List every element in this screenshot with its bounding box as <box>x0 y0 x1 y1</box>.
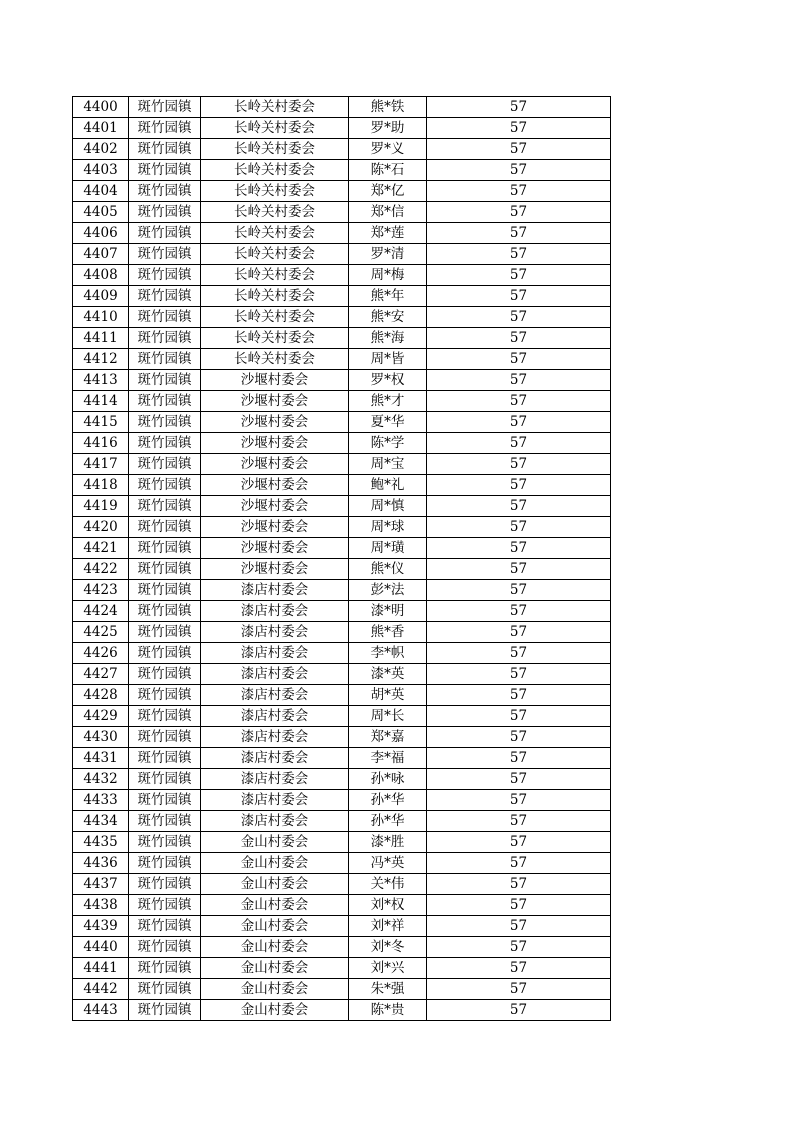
table-row <box>73 853 611 874</box>
person-name-cell: 刘*祥 <box>349 916 427 937</box>
person-name-cell: 周*球 <box>349 517 427 538</box>
table-row <box>73 811 611 832</box>
village-committee-cell: 长岭关村委会 <box>201 244 349 265</box>
town-cell: 斑竹园镇 <box>129 622 201 643</box>
person-name-cell: 漆*明 <box>349 601 427 622</box>
row-number-cell: 4435 <box>73 832 129 853</box>
table-row <box>73 223 611 244</box>
village-committee-cell: 沙堰村委会 <box>201 517 349 538</box>
person-name-cell: 胡*英 <box>349 685 427 706</box>
row-number-cell: 4438 <box>73 895 129 916</box>
table-row <box>73 895 611 916</box>
row-number-cell: 4419 <box>73 496 129 517</box>
person-name-cell: 漆*胜 <box>349 832 427 853</box>
village-committee-cell: 漆店村委会 <box>201 706 349 727</box>
person-name-cell: 孙*咏 <box>349 769 427 790</box>
amount-cell: 57 <box>427 559 611 580</box>
amount-cell: 57 <box>427 412 611 433</box>
town-cell: 斑竹园镇 <box>129 685 201 706</box>
village-committee-cell: 长岭关村委会 <box>201 160 349 181</box>
person-name-cell: 周*长 <box>349 706 427 727</box>
village-committee-cell: 沙堰村委会 <box>201 370 349 391</box>
village-committee-cell: 漆店村委会 <box>201 601 349 622</box>
person-name-cell: 熊*海 <box>349 328 427 349</box>
person-name-cell: 漆*英 <box>349 664 427 685</box>
row-number-cell: 4406 <box>73 223 129 244</box>
table-row <box>73 685 611 706</box>
amount-cell: 57 <box>427 958 611 979</box>
person-name-cell: 周*慎 <box>349 496 427 517</box>
person-name-cell: 周*宝 <box>349 454 427 475</box>
amount-cell: 57 <box>427 97 611 118</box>
table-row <box>73 559 611 580</box>
amount-cell: 57 <box>427 1000 611 1021</box>
amount-cell: 57 <box>427 937 611 958</box>
amount-cell: 57 <box>427 748 611 769</box>
village-committee-cell: 沙堰村委会 <box>201 391 349 412</box>
row-number-cell: 4433 <box>73 790 129 811</box>
row-number-cell: 4425 <box>73 622 129 643</box>
village-committee-cell: 长岭关村委会 <box>201 97 349 118</box>
row-number-cell: 4441 <box>73 958 129 979</box>
person-name-cell: 熊*铁 <box>349 97 427 118</box>
amount-cell: 57 <box>427 517 611 538</box>
amount-cell: 57 <box>427 286 611 307</box>
village-committee-cell: 金山村委会 <box>201 832 349 853</box>
village-committee-cell: 漆店村委会 <box>201 664 349 685</box>
village-committee-cell: 沙堰村委会 <box>201 475 349 496</box>
town-cell: 斑竹园镇 <box>129 979 201 1000</box>
village-committee-cell: 长岭关村委会 <box>201 286 349 307</box>
table-row <box>73 958 611 979</box>
roster-table-body <box>73 97 611 1021</box>
table-row <box>73 916 611 937</box>
town-cell: 斑竹园镇 <box>129 664 201 685</box>
amount-cell: 57 <box>427 727 611 748</box>
person-name-cell: 夏*华 <box>349 412 427 433</box>
town-cell: 斑竹园镇 <box>129 916 201 937</box>
person-name-cell: 周*皆 <box>349 349 427 370</box>
person-name-cell: 熊*香 <box>349 622 427 643</box>
row-number-cell: 4439 <box>73 916 129 937</box>
table-row <box>73 937 611 958</box>
amount-cell: 57 <box>427 475 611 496</box>
table-row <box>73 118 611 139</box>
village-committee-cell: 沙堰村委会 <box>201 454 349 475</box>
amount-cell: 57 <box>427 454 611 475</box>
town-cell: 斑竹园镇 <box>129 223 201 244</box>
town-cell: 斑竹园镇 <box>129 139 201 160</box>
village-committee-cell: 长岭关村委会 <box>201 181 349 202</box>
town-cell: 斑竹园镇 <box>129 265 201 286</box>
amount-cell: 57 <box>427 202 611 223</box>
town-cell: 斑竹园镇 <box>129 538 201 559</box>
town-cell: 斑竹园镇 <box>129 307 201 328</box>
amount-cell: 57 <box>427 895 611 916</box>
table-row <box>73 475 611 496</box>
amount-cell: 57 <box>427 832 611 853</box>
town-cell: 斑竹园镇 <box>129 433 201 454</box>
row-number-cell: 4415 <box>73 412 129 433</box>
town-cell: 斑竹园镇 <box>129 244 201 265</box>
amount-cell: 57 <box>427 139 611 160</box>
row-number-cell: 4440 <box>73 937 129 958</box>
village-committee-cell: 沙堰村委会 <box>201 496 349 517</box>
town-cell: 斑竹园镇 <box>129 370 201 391</box>
row-number-cell: 4431 <box>73 748 129 769</box>
town-cell: 斑竹园镇 <box>129 811 201 832</box>
row-number-cell: 4409 <box>73 286 129 307</box>
row-number-cell: 4434 <box>73 811 129 832</box>
table-row <box>73 454 611 475</box>
amount-cell: 57 <box>427 622 611 643</box>
table-row <box>73 517 611 538</box>
village-committee-cell: 金山村委会 <box>201 916 349 937</box>
person-name-cell: 孙*华 <box>349 790 427 811</box>
village-committee-cell: 金山村委会 <box>201 874 349 895</box>
town-cell: 斑竹园镇 <box>129 769 201 790</box>
amount-cell: 57 <box>427 979 611 1000</box>
person-name-cell: 熊*安 <box>349 307 427 328</box>
amount-cell: 57 <box>427 664 611 685</box>
town-cell: 斑竹园镇 <box>129 475 201 496</box>
amount-cell: 57 <box>427 223 611 244</box>
table-row <box>73 328 611 349</box>
town-cell: 斑竹园镇 <box>129 286 201 307</box>
amount-cell: 57 <box>427 811 611 832</box>
amount-cell: 57 <box>427 769 611 790</box>
town-cell: 斑竹园镇 <box>129 832 201 853</box>
town-cell: 斑竹园镇 <box>129 454 201 475</box>
amount-cell: 57 <box>427 265 611 286</box>
table-row <box>73 244 611 265</box>
amount-cell: 57 <box>427 685 611 706</box>
village-committee-cell: 长岭关村委会 <box>201 265 349 286</box>
person-name-cell: 孙*华 <box>349 811 427 832</box>
person-name-cell: 罗*义 <box>349 139 427 160</box>
village-committee-cell: 金山村委会 <box>201 1000 349 1021</box>
amount-cell: 57 <box>427 643 611 664</box>
amount-cell: 57 <box>427 853 611 874</box>
village-committee-cell: 漆店村委会 <box>201 811 349 832</box>
village-committee-cell: 长岭关村委会 <box>201 118 349 139</box>
table-row <box>73 580 611 601</box>
town-cell: 斑竹园镇 <box>129 790 201 811</box>
row-number-cell: 4428 <box>73 685 129 706</box>
person-name-cell: 关*伟 <box>349 874 427 895</box>
row-number-cell: 4429 <box>73 706 129 727</box>
village-committee-cell: 金山村委会 <box>201 958 349 979</box>
person-name-cell: 熊*才 <box>349 391 427 412</box>
table-row <box>73 307 611 328</box>
person-name-cell: 陈*学 <box>349 433 427 454</box>
town-cell: 斑竹园镇 <box>129 412 201 433</box>
table-row <box>73 160 611 181</box>
row-number-cell: 4420 <box>73 517 129 538</box>
person-name-cell: 罗*清 <box>349 244 427 265</box>
table-row <box>73 979 611 1000</box>
village-committee-cell: 沙堰村委会 <box>201 538 349 559</box>
table-row <box>73 370 611 391</box>
table-row <box>73 433 611 454</box>
table-row <box>73 664 611 685</box>
table-row <box>73 538 611 559</box>
table-row <box>73 496 611 517</box>
village-committee-cell: 沙堰村委会 <box>201 559 349 580</box>
table-row <box>73 748 611 769</box>
person-name-cell: 周*梅 <box>349 265 427 286</box>
table-row <box>73 601 611 622</box>
row-number-cell: 4430 <box>73 727 129 748</box>
table-row <box>73 391 611 412</box>
row-number-cell: 4426 <box>73 643 129 664</box>
village-committee-cell: 漆店村委会 <box>201 580 349 601</box>
row-number-cell: 4432 <box>73 769 129 790</box>
row-number-cell: 4437 <box>73 874 129 895</box>
town-cell: 斑竹园镇 <box>129 1000 201 1021</box>
row-number-cell: 4422 <box>73 559 129 580</box>
row-number-cell: 4411 <box>73 328 129 349</box>
person-name-cell: 罗*助 <box>349 118 427 139</box>
person-name-cell: 熊*年 <box>349 286 427 307</box>
village-committee-cell: 金山村委会 <box>201 853 349 874</box>
row-number-cell: 4402 <box>73 139 129 160</box>
village-committee-cell: 长岭关村委会 <box>201 349 349 370</box>
person-name-cell: 熊*仪 <box>349 559 427 580</box>
person-name-cell: 陈*石 <box>349 160 427 181</box>
town-cell: 斑竹园镇 <box>129 748 201 769</box>
person-name-cell: 郑*信 <box>349 202 427 223</box>
town-cell: 斑竹园镇 <box>129 601 201 622</box>
person-name-cell: 朱*强 <box>349 979 427 1000</box>
row-number-cell: 4403 <box>73 160 129 181</box>
person-name-cell: 鲍*礼 <box>349 475 427 496</box>
village-committee-cell: 漆店村委会 <box>201 790 349 811</box>
row-number-cell: 4416 <box>73 433 129 454</box>
row-number-cell: 4400 <box>73 97 129 118</box>
amount-cell: 57 <box>427 874 611 895</box>
person-name-cell: 彭*法 <box>349 580 427 601</box>
table-row <box>73 139 611 160</box>
person-name-cell: 冯*英 <box>349 853 427 874</box>
town-cell: 斑竹园镇 <box>129 895 201 916</box>
row-number-cell: 4404 <box>73 181 129 202</box>
row-number-cell: 4421 <box>73 538 129 559</box>
person-name-cell: 刘*冬 <box>349 937 427 958</box>
table-row <box>73 769 611 790</box>
table-row <box>73 622 611 643</box>
table-row <box>73 727 611 748</box>
person-name-cell: 罗*权 <box>349 370 427 391</box>
table-row <box>73 412 611 433</box>
town-cell: 斑竹园镇 <box>129 706 201 727</box>
row-number-cell: 4414 <box>73 391 129 412</box>
village-committee-cell: 金山村委会 <box>201 895 349 916</box>
amount-cell: 57 <box>427 601 611 622</box>
village-committee-cell: 长岭关村委会 <box>201 202 349 223</box>
village-committee-cell: 长岭关村委会 <box>201 223 349 244</box>
person-name-cell: 刘*兴 <box>349 958 427 979</box>
town-cell: 斑竹园镇 <box>129 727 201 748</box>
town-cell: 斑竹园镇 <box>129 559 201 580</box>
row-number-cell: 4423 <box>73 580 129 601</box>
row-number-cell: 4412 <box>73 349 129 370</box>
town-cell: 斑竹园镇 <box>129 202 201 223</box>
row-number-cell: 4436 <box>73 853 129 874</box>
amount-cell: 57 <box>427 118 611 139</box>
town-cell: 斑竹园镇 <box>129 181 201 202</box>
row-number-cell: 4442 <box>73 979 129 1000</box>
amount-cell: 57 <box>427 538 611 559</box>
village-committee-cell: 漆店村委会 <box>201 622 349 643</box>
table-row <box>73 349 611 370</box>
person-name-cell: 郑*莲 <box>349 223 427 244</box>
town-cell: 斑竹园镇 <box>129 874 201 895</box>
town-cell: 斑竹园镇 <box>129 517 201 538</box>
table-row <box>73 874 611 895</box>
amount-cell: 57 <box>427 391 611 412</box>
town-cell: 斑竹园镇 <box>129 97 201 118</box>
table-row <box>73 643 611 664</box>
amount-cell: 57 <box>427 706 611 727</box>
row-number-cell: 4407 <box>73 244 129 265</box>
table-row <box>73 181 611 202</box>
table-row <box>73 832 611 853</box>
person-name-cell: 陈*贵 <box>349 1000 427 1021</box>
row-number-cell: 4405 <box>73 202 129 223</box>
amount-cell: 57 <box>427 433 611 454</box>
amount-cell: 57 <box>427 496 611 517</box>
town-cell: 斑竹园镇 <box>129 118 201 139</box>
village-committee-cell: 金山村委会 <box>201 979 349 1000</box>
row-number-cell: 4408 <box>73 265 129 286</box>
amount-cell: 57 <box>427 244 611 265</box>
village-committee-cell: 漆店村委会 <box>201 727 349 748</box>
town-cell: 斑竹园镇 <box>129 853 201 874</box>
table-row <box>73 202 611 223</box>
person-name-cell: 刘*权 <box>349 895 427 916</box>
town-cell: 斑竹园镇 <box>129 580 201 601</box>
row-number-cell: 4417 <box>73 454 129 475</box>
row-number-cell: 4401 <box>73 118 129 139</box>
table-row <box>73 790 611 811</box>
table-row <box>73 286 611 307</box>
village-committee-cell: 沙堰村委会 <box>201 412 349 433</box>
village-committee-cell: 漆店村委会 <box>201 748 349 769</box>
town-cell: 斑竹园镇 <box>129 496 201 517</box>
amount-cell: 57 <box>427 181 611 202</box>
amount-cell: 57 <box>427 349 611 370</box>
village-committee-cell: 漆店村委会 <box>201 643 349 664</box>
amount-cell: 57 <box>427 328 611 349</box>
amount-cell: 57 <box>427 580 611 601</box>
amount-cell: 57 <box>427 370 611 391</box>
row-number-cell: 4410 <box>73 307 129 328</box>
row-number-cell: 4443 <box>73 1000 129 1021</box>
town-cell: 斑竹园镇 <box>129 349 201 370</box>
row-number-cell: 4424 <box>73 601 129 622</box>
town-cell: 斑竹园镇 <box>129 391 201 412</box>
amount-cell: 57 <box>427 916 611 937</box>
village-committee-cell: 漆店村委会 <box>201 769 349 790</box>
amount-cell: 57 <box>427 160 611 181</box>
person-name-cell: 郑*亿 <box>349 181 427 202</box>
amount-cell: 57 <box>427 790 611 811</box>
village-committee-cell: 长岭关村委会 <box>201 328 349 349</box>
table-row <box>73 97 611 118</box>
village-committee-cell: 漆店村委会 <box>201 685 349 706</box>
table-row <box>73 1000 611 1021</box>
village-committee-cell: 长岭关村委会 <box>201 139 349 160</box>
row-number-cell: 4427 <box>73 664 129 685</box>
person-name-cell: 李*帜 <box>349 643 427 664</box>
town-cell: 斑竹园镇 <box>129 643 201 664</box>
person-name-cell: 周*璜 <box>349 538 427 559</box>
person-name-cell: 李*福 <box>349 748 427 769</box>
village-committee-cell: 金山村委会 <box>201 937 349 958</box>
row-number-cell: 4418 <box>73 475 129 496</box>
roster-table <box>72 96 611 1021</box>
town-cell: 斑竹园镇 <box>129 937 201 958</box>
village-committee-cell: 长岭关村委会 <box>201 307 349 328</box>
town-cell: 斑竹园镇 <box>129 958 201 979</box>
row-number-cell: 4413 <box>73 370 129 391</box>
person-name-cell: 郑*嘉 <box>349 727 427 748</box>
village-committee-cell: 沙堰村委会 <box>201 433 349 454</box>
amount-cell: 57 <box>427 307 611 328</box>
town-cell: 斑竹园镇 <box>129 160 201 181</box>
table-row <box>73 265 611 286</box>
town-cell: 斑竹园镇 <box>129 328 201 349</box>
table-row <box>73 706 611 727</box>
